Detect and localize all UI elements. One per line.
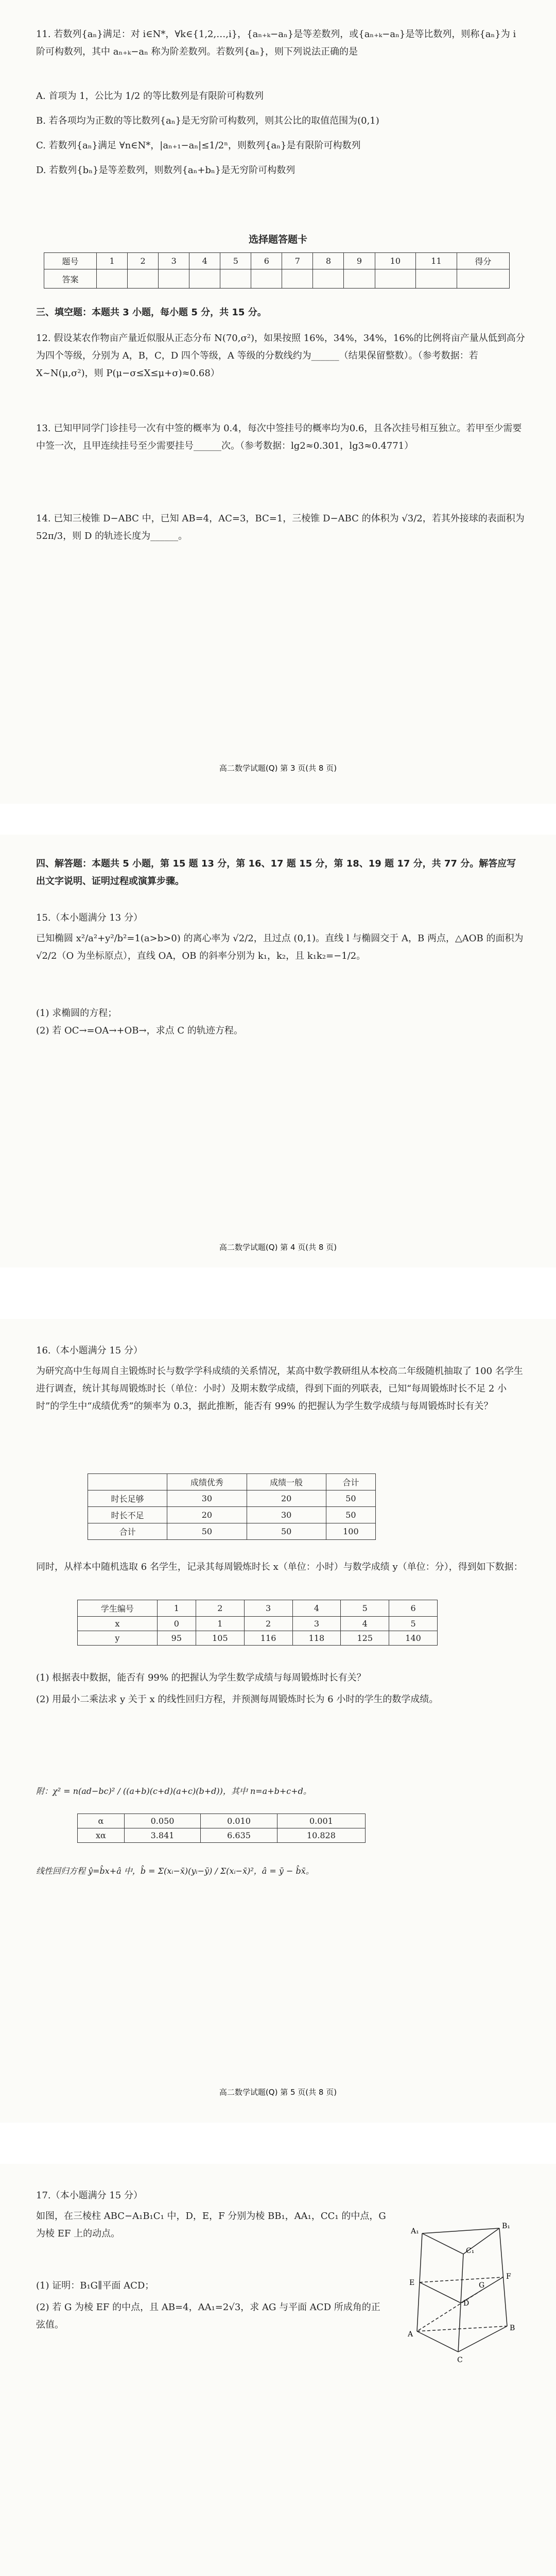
table-cell: 6.635 [201,1828,277,1843]
table-cell: 20 [167,1507,247,1523]
figure-label: C [457,2356,463,2364]
question-12: 12. 假设某农作物亩产量近似服从正态分布 N(70,σ²)，如果按照 16%，34%，34%，16%的比例将亩产量从低到高分为四个等级，分别为 A，B，C，D 四个等级，A 等级的分数线约为______（结果保留整数）。（参考数据：若 X~N(μ,σ²)，则 P(μ−σ≤X≤μ+σ)≈0.68） [36,333,525,379]
answer-card-cell: 1 [97,253,128,269]
table-cell: 时长不足 [88,1507,167,1523]
table-row [78,1600,438,1617]
question-17-stem: 如图，在三棱柱 ABC−A₁B₁C₁ 中，D，E，F 分别为棱 BB₁，AA₁，CC₁ 的中点，G 为棱 EF 上的动点。 [36,2211,389,2239]
part-2: (2) 若 G 为棱 EF 的中点，且 AB=4，AA₁=2√3，求 AG 与平面 ACD 所成角的正弦值。 [36,2302,380,2330]
option-a: A. 首项为 1，公比为 1/2 的等比数列是有限阶可构数列 [36,91,264,101]
answer-blank[interactable] [416,269,457,289]
figure-label: D [463,2299,470,2308]
table-row [78,1617,438,1631]
table-cell: 3 [292,1617,341,1631]
table-cell: 105 [196,1631,244,1646]
figure-label: A [408,2330,413,2338]
table-cell: 时长足够 [88,1490,167,1507]
table-cell: 30 [167,1490,247,1507]
table-cell: 118 [292,1631,341,1646]
table-cell: 50 [326,1507,375,1523]
table-row [78,1828,366,1843]
table-cell: 50 [247,1523,326,1540]
table-row [78,1814,366,1828]
question-11-options [36,88,525,179]
table-cell: 3 [244,1600,292,1617]
answer-blank[interactable] [375,269,416,289]
question-16-mid: 同时，从样本中随机选取 6 名学生，记录其每周锻炼时长 x（单位：小时）与数学成绩 y（单位：分），得到如下数据： [36,1562,523,1572]
table-cell: α [78,1814,125,1828]
table-cell: 5 [389,1617,438,1631]
table-cell: 2 [196,1600,244,1617]
table-cell: 50 [167,1523,247,1540]
part-2: (2) 用最小二乘法求 y 关于 x 的线性回归方程，并预测每周锻炼时长为 6 小时的学生的数学成绩。 [36,1694,439,1705]
question-16-head: 16.（本小题满分 15 分） [36,1345,143,1356]
question-13: 13. 已知甲同学门诊挂号一次有中签的概率为 0.4，每次中签挂号的概率均为0.6，且各次挂号相互独立。若甲至少需要中签一次，且甲连续挂号至少需要挂号______次。（参考数据：lg2≈0.301，lg3≈0.4771） [36,423,522,451]
answer-card-cell: 题号 [44,253,97,269]
table-cell: 0 [157,1617,196,1631]
table-cell: 1 [196,1617,244,1631]
answer-card-cell: 3 [159,253,189,269]
table-cell: xα [78,1828,125,1843]
answer-card-cell: 5 [220,253,251,269]
figure-label: A₁ [411,2227,419,2235]
question-15-head: 15.（本小题满分 13 分） [36,912,143,923]
figure-label: F [506,2273,511,2281]
exam-page-5 [0,1319,556,2123]
table-cell: 4 [341,1617,389,1631]
table-row [88,1474,376,1490]
answer-card-cell: 6 [251,253,282,269]
option-c: C. 若数列{aₙ}满足 ∀n∈N*，|aₙ₊₁−aₙ|≤1/2ⁿ，则数列{aₙ}是有限阶可构数列 [36,140,361,151]
table-cell: 0.050 [124,1814,201,1828]
exam-page-3 [0,0,556,804]
regression-formula: 线性回归方程 ŷ=b̂x+â 中，b̂ = Σ(xᵢ−x̄)(yᵢ−ȳ) / Σ(xᵢ−x̄)²，â = ȳ − b̂x̄。 [36,1866,314,1876]
triangular-prism-figure [396,2213,530,2367]
answer-card-answer-row [44,269,510,289]
part-1: (1) 证明：B₁G∥平面 ACD； [36,2280,154,2291]
table-cell: 合计 [326,1474,375,1490]
table-row [88,1523,376,1540]
table-cell: 116 [244,1631,292,1646]
table-cell: 50 [326,1490,375,1507]
exam-page-4 [0,835,556,1267]
exam-page-6 [0,2164,556,2576]
table-cell: 10.828 [277,1828,365,1843]
figure-label: B₁ [502,2222,510,2230]
sample-table [77,1600,438,1646]
question-14: 14. 已知三棱锥 D−ABC 中，已知 AB=4，AC=3，BC=1，三棱锥 D−ABC 的体积为 √3/2，若其外接球的表面积为 52π/3，则 D 的轨迹长度为______。 [36,513,528,541]
option-d: D. 若数列{bₙ}是等差数列，则数列{aₙ+bₙ}是无穷阶可构数列 [36,165,296,176]
table-cell: 30 [247,1507,326,1523]
table-cell: 5 [341,1600,389,1617]
answer-blank[interactable] [220,269,251,289]
table-cell: y [78,1631,158,1646]
section-3-title: 三、填空题：本题共 3 小题，每小题 5 分，共 15 分。 [36,307,267,318]
option-b: B. 若各项均为正数的等比数列{aₙ}是无穷阶可构数列，则其公比的取值范围为(0,1) [36,115,379,126]
table-cell: 0.010 [201,1814,277,1828]
page-footer: 高二数学试题(Q) 第 4 页(共 8 页) [219,1243,337,1252]
table-cell: 95 [157,1631,196,1646]
table-cell: 100 [326,1523,375,1540]
part-2: (2) 若 OC→=OA→+OB→，求点 C 的轨迹方程。 [36,1025,243,1036]
table-cell: x [78,1617,158,1631]
answer-card-cell: 11 [416,253,457,269]
page-footer: 高二数学试题(Q) 第 5 页(共 8 页) [219,2088,337,2097]
table-cell: 成绩优秀 [167,1474,247,1490]
page-footer: 高二数学试题(Q) 第 3 页(共 8 页) [219,764,337,773]
answer-blank[interactable] [251,269,282,289]
question-17-head: 17.（本小题满分 15 分） [36,2190,143,2201]
table-cell: 125 [341,1631,389,1646]
question-16-stem: 为研究高中生每周自主锻炼时长与数学学科成绩的关系情况，某高中数学教研组从本校高二年级随机抽取了 100 名学生进行调查，统计其每周锻炼时长（单位：小时）及期末数学成绩，得到下面的列联表，已知“每周锻炼时长不足 2 小时”的学生中“成绩优秀”的频率为 0.3，据此推断，能否有 99% 的把握认为学生数学成绩与每周锻炼时长有关？ [36,1366,523,1412]
table-row [88,1490,376,1507]
table-cell: 1 [157,1600,196,1617]
question-15-parts [36,1005,525,1040]
part-1: (1) 根据表中数据，能否有 99% 的把握认为学生数学成绩与每周锻炼时长有关？ [36,1672,366,1683]
answer-card-row-label: 答案 [44,269,97,289]
answer-card-cell: 2 [128,253,159,269]
table-cell [88,1474,167,1490]
figure-label: G [479,2281,485,2290]
figure-label: C₁ [466,2247,475,2255]
critical-value-table [77,1814,366,1843]
section-4-title: 四、解答题：本题共 5 小题，第 15 题 13 分，第 16、17 题 15 分，第 18、19 题 17 分，共 77 分。解答应写出文字说明、证明过程或演算步骤。 [36,858,516,887]
answer-card-header-row [44,253,510,269]
answer-card-cell: 得分 [457,253,509,269]
part-1: (1) 求椭圆的方程； [36,1008,117,1019]
answer-blank[interactable] [344,269,375,289]
table-cell: 6 [389,1600,438,1617]
table-cell: 学生编号 [78,1600,158,1617]
question-15-stem: 已知椭圆 x²/a²+y²/b²=1(a>b>0) 的离心率为 √2/2，且过点 (0,1)。直线 l 与椭圆交于 A，B 两点，△AOB 的面积为 √2/2（O 为坐标原点），直线 OA，OB 的斜率分别为 k₁，k₂，且 k₁k₂=−1/2。 [36,933,527,961]
table-cell: 成绩一般 [247,1474,326,1490]
question-17-parts [36,2277,386,2334]
answer-card-cell: 7 [282,253,313,269]
answer-blank[interactable] [457,269,509,289]
figure-label: B [510,2324,515,2332]
answer-card-cell: 9 [344,253,375,269]
table-row [78,1631,438,1646]
table-cell: 20 [247,1490,326,1507]
question-16-parts [36,1669,525,1708]
answer-blank[interactable] [282,269,313,289]
chi-square-formula: 附：χ² = n(ad−bc)² / ((a+b)(c+d)(a+c)(b+d))，其中 n=a+b+c+d。 [36,1786,311,1796]
table-cell: 2 [244,1617,292,1631]
answer-blank[interactable] [128,269,159,289]
table-cell: 0.001 [277,1814,365,1828]
table-cell: 合计 [88,1523,167,1540]
answer-card-title: 选择题答题卡 [248,234,307,245]
answer-card-cell: 4 [189,253,220,269]
contingency-table [88,1473,376,1540]
table-cell: 140 [389,1631,438,1646]
answer-card-table [44,252,510,289]
question-11-stem: 11. 若数列{aₙ}满足：对 i∈N*，∀k∈{1,2,…,i}，{aₙ₊ₖ−aₙ}是等差数列，或{aₙ₊ₖ−aₙ}是等比数列，则称{aₙ}为 i 阶可构数列，其中 aₙ₊ₖ−aₙ 称为阶差数列。若数列{aₙ}，则下列说法正确的是 [36,29,519,57]
answer-blank[interactable] [189,269,220,289]
table-row [88,1507,376,1523]
figure-label: E [409,2279,415,2287]
answer-blank[interactable] [97,269,128,289]
answer-card-cell: 8 [313,253,344,269]
answer-blank[interactable] [313,269,344,289]
answer-card-cell: 10 [375,253,416,269]
table-cell: 3.841 [124,1828,201,1843]
table-cell: 4 [292,1600,341,1617]
answer-blank[interactable] [159,269,189,289]
